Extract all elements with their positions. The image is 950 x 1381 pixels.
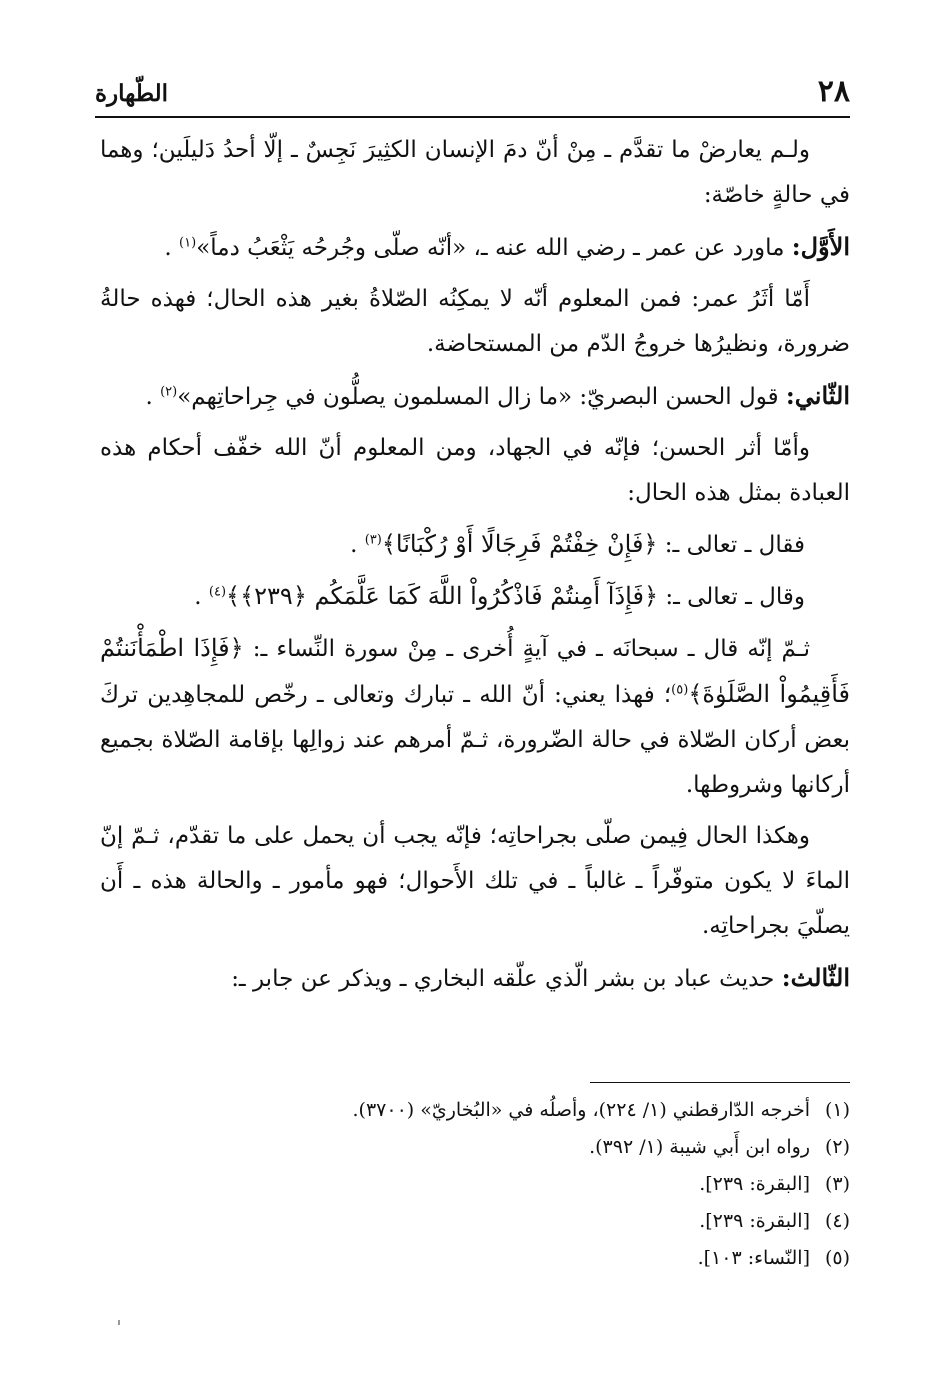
paragraph-term: الثّاني: (785, 381, 850, 410)
paragraph-third-evidence (100, 955, 850, 1002)
footnote-number: (٥) (824, 1247, 850, 1269)
paragraph-text: وهكذا الحال فِيمن صلّى بجراحاتِه؛ فإنّه يجب أن يحمل على ما تقدّم، ثـمّ إنّ الماءَ لا يكون متوفّراً ـ غالباً ـ في تلك الأَحوال؛ فهو مأمور ـ والحالة هذه ـ أَن يصلّيَ بجراحاتِه. (100, 823, 850, 939)
paragraph-text: فقال ـ تعالى ـ: (657, 532, 805, 558)
footnote-text: رواه ابن أَبي شيبة (١/ ٣٩٢). (589, 1136, 810, 1158)
paragraph-text: أَمّا أثَرُ عمر: فمن المعلوم أنّه لا يمكِنُه الصّلاةُ بغير هذه الحال؛ فهذه حالةُ ضرورة، ونظيرُها خروجُ الدّم من المستحاضة. (100, 286, 850, 357)
paragraph-wounds (100, 814, 850, 949)
footnote-ref[interactable]: (٢) (160, 384, 178, 400)
footnote-ref[interactable]: (٣) (364, 532, 382, 548)
footnote (100, 1092, 850, 1129)
footnote (100, 1240, 850, 1277)
paragraph-text: حديث عباد بن بشر الّذي علّقه البخاري ـ ويذكر عن جابر ـ: (231, 966, 782, 992)
paragraph-end: ؛ فهذا يعني: أنّ الله ـ تبارك وتعالى ـ رخّص للمجاهِدين تركَ بعض أركان الصّلاة في حالة الضّرورة، ثـمّ أمرهم عند زوالِها بإقامة الصّلاة بجميع أركانها وشروطها. (100, 682, 850, 798)
page-number: ٢٨ (817, 74, 850, 109)
paragraph-nisa-verse (100, 626, 850, 808)
scan-speck (118, 1320, 120, 1325)
footnote-text: [البقرة: ٢٣٩]. (699, 1210, 810, 1232)
footnote-ref[interactable]: (٤) (208, 584, 227, 600)
quran-verse: ﴿فَإِذَا اطْمَأْنَنتُمْ فَأَقِيمُواْ الصَّلَوٰةَ﴾ (100, 634, 850, 708)
paragraph-verse-2 (100, 574, 850, 620)
page-header (95, 72, 850, 122)
footnote-number: (٤) (824, 1210, 850, 1232)
paragraph-end: . (164, 235, 180, 261)
paragraph-hasan-discussion (100, 426, 850, 516)
footnote-ref[interactable]: (٥) (671, 682, 689, 698)
paragraph-second-evidence (100, 373, 850, 420)
quran-verse: ﴿فَإِذَآ أَمِنتُمْ فَاذْكُرُواْ اللَّهَ كَمَا عَلَّمَكُم ﴿٢٣٩﴾﴾ (226, 582, 659, 610)
paragraph-end: . (145, 384, 161, 410)
quran-verse: ﴿فَإِنْ خِفْتُمْ فَرِجَالًا أَوْ رُكْبَانًا﴾ (381, 530, 658, 558)
paragraph-text: ولـم يعارضْ ما تقدَّم ـ مِنْ أنّ دمَ الإنسان الكثِيرَ نَجِسٌ ـ إلّا أحدُ دَليلَين؛ وهما في حالةٍ خاصّة: (100, 137, 850, 208)
footnote-rule (590, 1082, 850, 1083)
paragraph-text: قول الحسن البصريّ: «ما زال المسلمون يصلُّون في جِراحاتِهم» (177, 384, 786, 410)
paragraph-umar-discussion (100, 277, 850, 367)
footnote-number: (١) (824, 1099, 850, 1121)
paragraph-text: ثـمّ إنّه قال ـ سبحانَه ـ في آيةٍ أُخرى ـ مِنْ سورة النِّساء ـ: (243, 636, 810, 662)
paragraph-first-evidence (100, 224, 850, 271)
footnote-text: [النّساء: ١٠٣]. (697, 1247, 810, 1269)
paragraph-verse-1 (100, 522, 850, 568)
footnote (100, 1203, 850, 1240)
footnote-text: [البقرة: ٢٣٩]. (699, 1173, 810, 1195)
paragraph-end: . (350, 532, 365, 558)
footnote-text: أخرجه الدّارقطني (١/ ٢٢٤)، وأصلُه في «البُخاريّ» (٣٧٠٠). (352, 1099, 810, 1121)
header-rule (95, 116, 850, 118)
footnote-number: (٢) (824, 1136, 850, 1158)
paragraph-intro (100, 128, 850, 218)
paragraph-end: . (194, 584, 209, 610)
paragraph-text: وأمّا أثر الحسن؛ فإنّه في الجهاد، ومن المعلوم أنّ الله خفّف أحكام هذه العبادة بمثل هذه الحال: (100, 435, 850, 506)
footnote-number: (٣) (824, 1173, 850, 1195)
footnote (100, 1129, 850, 1166)
footnote (100, 1166, 850, 1203)
main-text (100, 128, 850, 1008)
running-title: الطّهارة (95, 80, 169, 107)
paragraph-text: ماورد عن عمر ـ رضي الله عنه ـ، «أنّه صلّى وجُرحُه يَثْعَبُ دماً» (196, 235, 792, 261)
paragraph-term: الثّالث: (781, 963, 850, 992)
paragraph-text: وقال ـ تعالى ـ: (658, 584, 805, 610)
footnotes (100, 1092, 850, 1277)
paragraph-term: الأَوَّل: (791, 232, 850, 261)
footnote-ref[interactable]: (١) (179, 235, 197, 251)
